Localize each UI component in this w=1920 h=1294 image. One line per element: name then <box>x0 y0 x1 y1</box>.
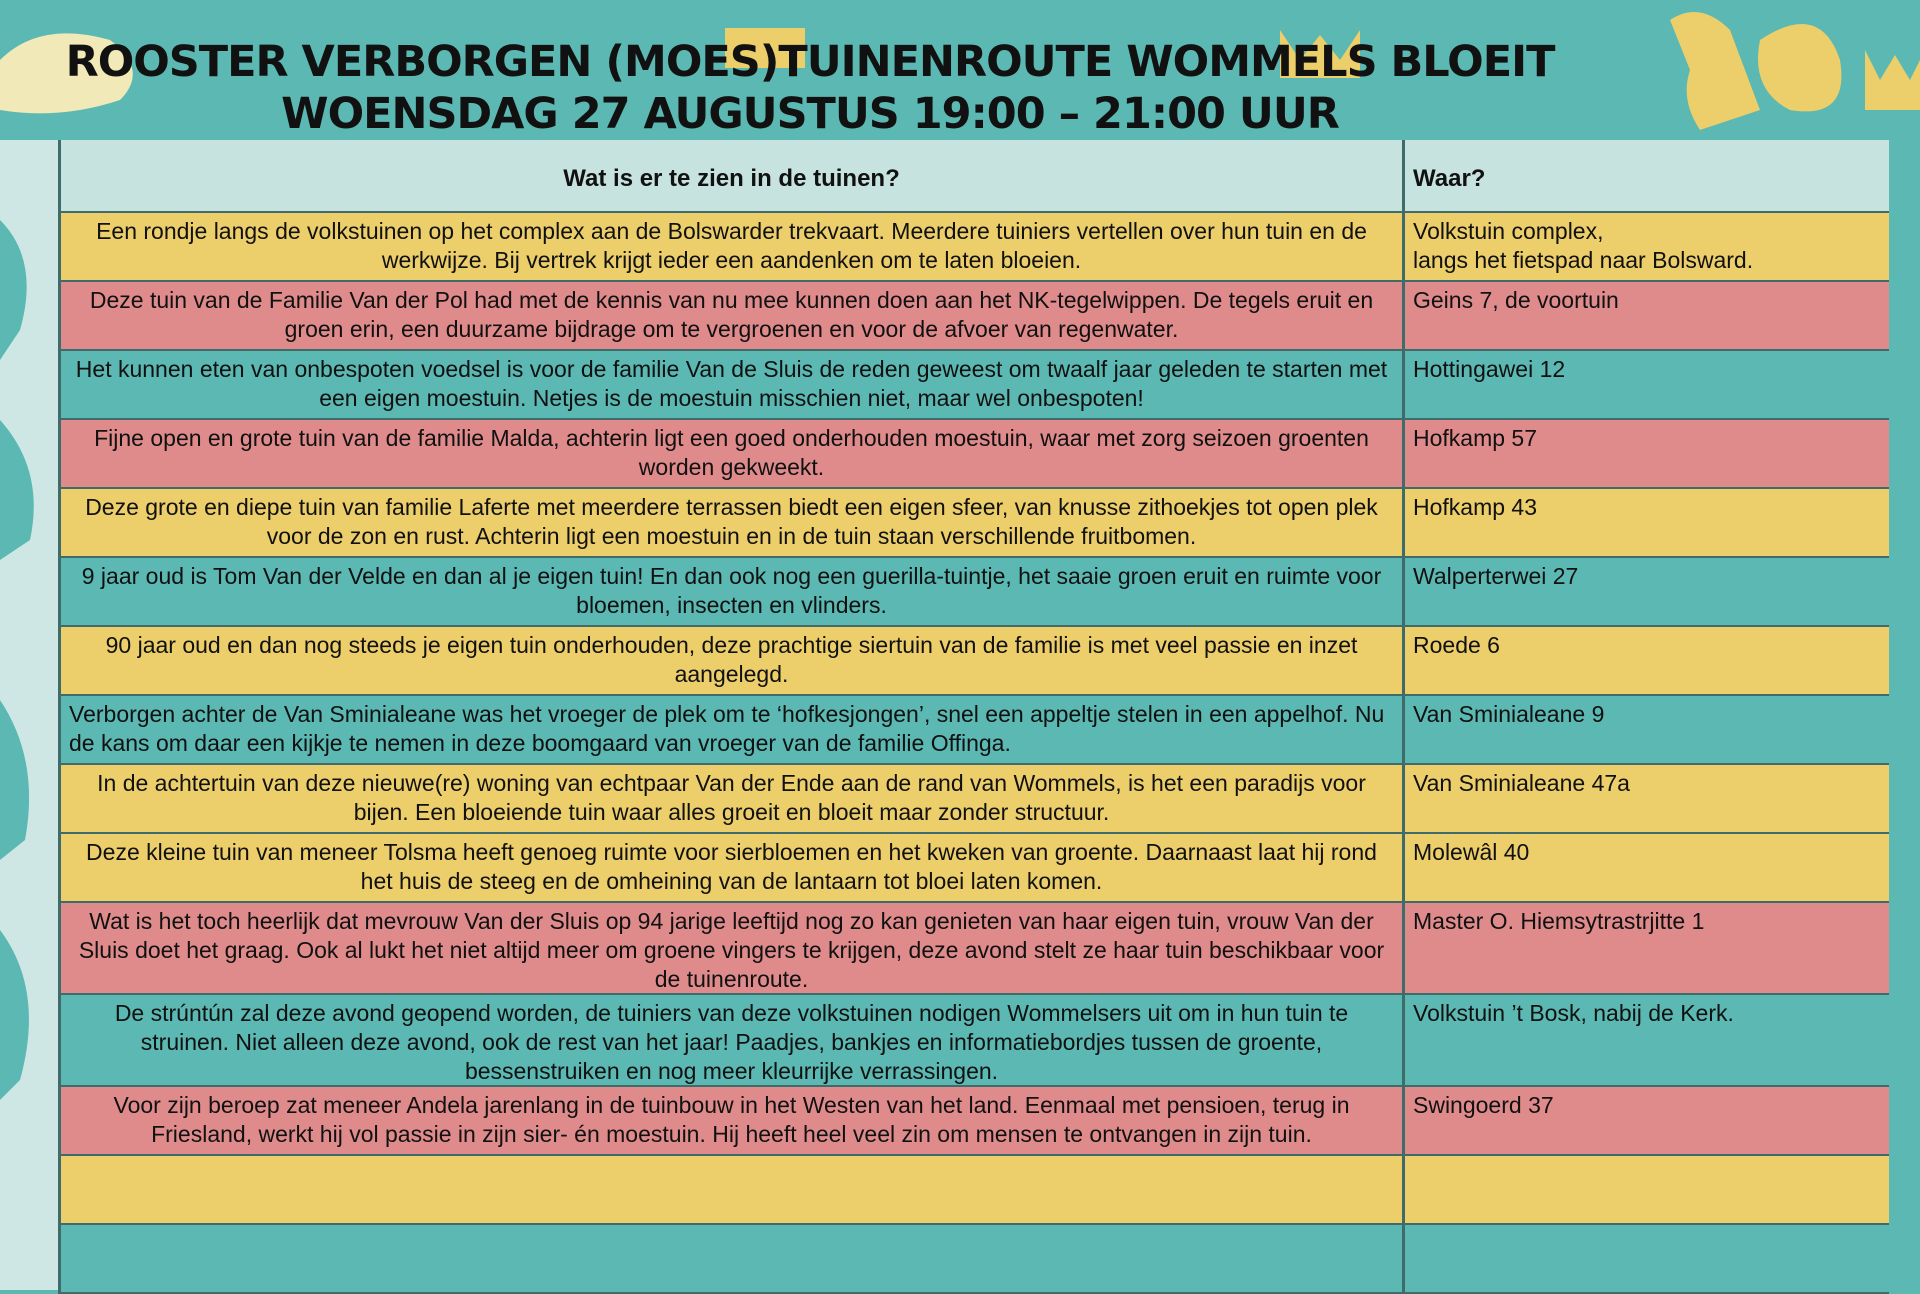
garden-description: Een rondje langs de volkstuinen op het complex aan de Bolswarder trekvaart. Meerdere tuiniers vertellen over hun tuin en de werkwijze. Bij vertrek krijgt ieder een aandenken om te laten bloeien. <box>61 213 1405 280</box>
garden-location: Hofkamp 57 <box>1413 425 1538 451</box>
page-title: ROOSTER VERBORGEN (MOES)TUINENROUTE WOMMELS BLOEIT <box>65 37 1555 87</box>
table-row <box>61 1156 1889 1225</box>
garden-location: Volkstuin complex, langs het fietspad naar Bolsward. <box>1413 218 1754 273</box>
garden-location: Volkstuin ’t Bosk, nabij de Kerk. <box>1413 1000 1734 1026</box>
table-row <box>61 995 1889 1087</box>
table-row <box>61 903 1889 995</box>
garden-description: Fijne open en grote tuin van de familie Malda, achterin ligt een goed onderhouden moestuin, waar met zorg seizoen groenten worden gekweekt. <box>61 420 1405 487</box>
table-row <box>61 489 1889 558</box>
table-row <box>61 765 1889 834</box>
table-row <box>61 282 1889 351</box>
page-subtitle: WOENSDAG 27 AUGUSTUS 19:00 – 21:00 UUR <box>281 89 1339 139</box>
garden-description <box>61 1156 1405 1223</box>
table-row <box>61 213 1889 282</box>
garden-location: Geins 7, de voortuin <box>1413 287 1619 313</box>
garden-description: Voor zijn beroep zat meneer Andela jarenlang in de tuinbouw in het Westen van het land. Eenmaal met pensioen, terug in Friesland, werkt hij vol passie in zijn sier- én moestuin. Hij heeft heel veel zin om mensen te ontvangen in zijn tuin. <box>61 1087 1405 1154</box>
teal-leaf-left-2 <box>0 420 34 560</box>
teal-leaf-left-3 <box>0 700 29 860</box>
garden-location: Master O. Hiemsytrastrjitte 1 <box>1413 908 1705 934</box>
table-row <box>61 1087 1889 1156</box>
table-row <box>61 558 1889 627</box>
garden-description: 9 jaar oud is Tom Van der Velde en dan al je eigen tuin! En dan ook nog een guerilla-tuintje, het saaie groen eruit en ruimte voor bloemen, insecten en vlinders. <box>61 558 1405 625</box>
garden-location: Molewâl 40 <box>1413 839 1530 865</box>
garden-description <box>61 1225 1405 1292</box>
table-row <box>61 834 1889 903</box>
table-header-row <box>61 140 1889 213</box>
garden-location: Swingoerd 37 <box>1413 1092 1554 1118</box>
table-row <box>61 420 1889 489</box>
garden-location: Van Sminialeane 9 <box>1413 701 1605 727</box>
garden-description: 90 jaar oud en dan nog steeds je eigen tuin onderhouden, deze prachtige siertuin van de familie is met veel passie en inzet aangelegd. <box>61 627 1405 694</box>
table-row <box>61 696 1889 765</box>
garden-description: Deze kleine tuin van meneer Tolsma heeft genoeg ruimte voor sierbloemen en het kweken van groente. Daarnaast laat hij rond het huis de steeg en de omheining van de lantaarn tot bloei laten komen. <box>61 834 1405 901</box>
schedule-table <box>58 140 1889 1294</box>
teal-leaf-left-1 <box>0 220 27 360</box>
garden-description: In de achtertuin van deze nieuwe(re) woning van echtpaar Van der Ende aan de rand van Wommels, is het een paradijs voor bijen. Een bloeiende tuin waar alles groeit en bloeit maar zonder structuur. <box>61 765 1405 832</box>
teal-leaf-left-4 <box>0 930 29 1100</box>
garden-description: Het kunnen eten van onbespoten voedsel is voor de familie Van de Sluis de reden geweest om twaalf jaar geleden te starten met een eigen moestuin. Netjes is de moestuin misschien niet, maar wel onbespoten! <box>61 351 1405 418</box>
garden-location: Hofkamp 43 <box>1413 494 1538 520</box>
table-row <box>61 351 1889 420</box>
garden-location <box>1405 1156 1889 1223</box>
table-body <box>61 213 1889 1294</box>
garden-description: Deze grote en diepe tuin van familie Laferte met meerdere terrassen biedt een eigen sfeer, van knusse zithoekjes tot open plek voor de zon en rust. Achterin ligt een moestuin en in de tuin staan verschillende fruitbomen. <box>61 489 1405 556</box>
garden-description: Wat is het toch heerlijk dat mevrouw Van der Sluis op 94 jarige leeftijd nog zo kan genieten van haar eigen tuin, vrouw Van der Sluis doet het graag. Ook al lukt het niet altijd meer om groene vingers te krijgen, deze avond stelt ze haar tuin beschikbaar voor de tuinenroute. <box>61 903 1405 993</box>
garden-description: De strúntún zal deze avond geopend worden, de tuiniers van deze volkstuinen nodigen Wommelsers uit om in hun tuin te struinen. Niet alleen deze avond, ook de rest van het jaar! Paadjes, bankjes en informatiebordjes tussen de groente, bessenstruiken en nog meer kleurrijke verrassingen. <box>61 995 1405 1085</box>
garden-location: Walperterwei 27 <box>1413 563 1579 589</box>
column-header-what: Wat is er te zien in de tuinen? <box>61 140 1405 211</box>
garden-location: Van Sminialeane 47a <box>1413 770 1630 796</box>
garden-description: Verborgen achter de Van Sminialeane was het vroeger de plek om te ‘hofkesjongen’, snel een appeltje stelen in een appelhof. Nu de kans om daar een kijkje te nemen in deze boomgaard van vroeger van de familie Offinga. <box>61 696 1405 763</box>
table-row <box>61 627 1889 696</box>
garden-location: Roede 6 <box>1413 632 1500 658</box>
column-header-where: Waar? <box>1413 165 1486 192</box>
garden-location: Hottingawei 12 <box>1413 356 1566 382</box>
page-header <box>0 36 1920 140</box>
garden-description: Deze tuin van de Familie Van der Pol had met de kennis van nu mee kunnen doen aan het NK-tegelwippen. De tegels eruit en groen erin, een duurzame bijdrage om te vergroenen en voor de afvoer van regenwater. <box>61 282 1405 349</box>
table-row <box>61 1225 1889 1294</box>
garden-location <box>1405 1225 1889 1292</box>
